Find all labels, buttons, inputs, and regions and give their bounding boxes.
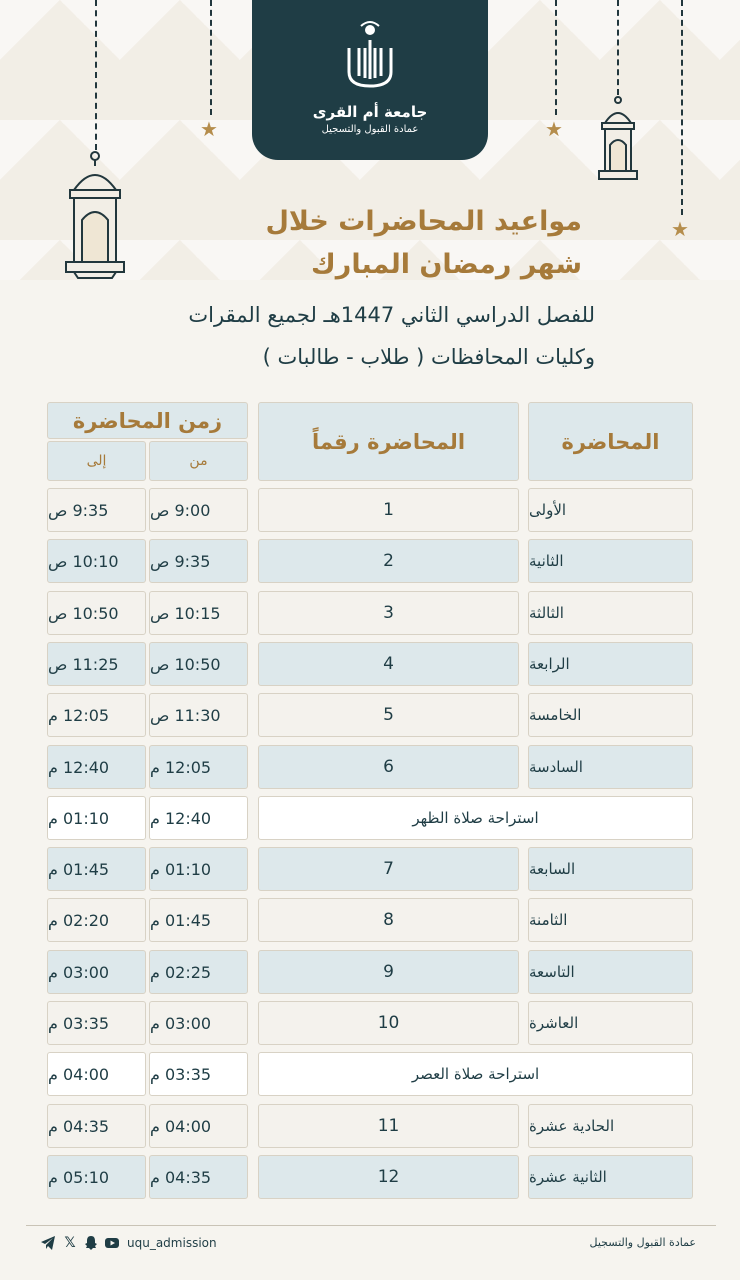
time-from-cell: 02:25 م: [149, 950, 248, 994]
time-to-cell: 04:35 م: [47, 1104, 146, 1148]
subtitle-line2: وكليات المحافظات ( طلاب - طالبات ): [262, 345, 595, 369]
break-label: استراحة صلاة العصر: [258, 1052, 693, 1096]
time-from-cell: 03:00 م: [149, 1001, 248, 1045]
page-title-line2: شهر رمضان المبارك: [311, 249, 582, 280]
lecture-number-cell: 12: [258, 1155, 519, 1199]
time-to-cell: 9:35 ص: [47, 488, 146, 532]
time-from-cell: 01:10 م: [149, 847, 248, 891]
header-to: إلى: [47, 441, 146, 481]
star-icon: ★: [200, 117, 218, 141]
university-emblem-icon: [343, 18, 397, 92]
time-from-cell: 12:05 م: [149, 745, 248, 789]
footer-divider: [26, 1225, 716, 1226]
time-from-cell: 01:45 م: [149, 898, 248, 942]
header-time: زمن المحاضرة: [47, 402, 248, 439]
lecture-number-cell: 10: [258, 1001, 519, 1045]
time-from-cell: 10:15 ص: [149, 591, 248, 635]
time-from-cell: 9:35 ص: [149, 539, 248, 583]
lecture-number-cell: 4: [258, 642, 519, 686]
footer-department: عمادة القبول والتسجيل: [589, 1236, 696, 1249]
time-to-cell: 01:45 م: [47, 847, 146, 891]
lecture-name-cell: السابعة: [528, 847, 693, 891]
time-to-cell: 10:10 ص: [47, 539, 146, 583]
time-from-cell: 03:35 م: [149, 1052, 248, 1096]
youtube-icon[interactable]: [104, 1235, 120, 1251]
time-from-cell: 10:50 ص: [149, 642, 248, 686]
telegram-icon[interactable]: [40, 1235, 56, 1251]
time-to-cell: 05:10 م: [47, 1155, 146, 1199]
lecture-number-cell: 5: [258, 693, 519, 737]
star-icon: ★: [671, 217, 689, 241]
header-lecture: المحاضرة: [528, 402, 693, 481]
time-to-cell: 12:05 م: [47, 693, 146, 737]
time-from-cell: 11:30 ص: [149, 693, 248, 737]
subtitle-line1: للفصل الدراسي الثاني 1447هـ لجميع المقرات: [188, 303, 595, 327]
lantern-chain-left: [95, 0, 97, 150]
lecture-name-cell: الأولى: [528, 488, 693, 532]
lecture-number-cell: 1: [258, 488, 519, 532]
lecture-name-cell: الثالثة: [528, 591, 693, 635]
lecture-name-cell: الثانية: [528, 539, 693, 583]
x-icon[interactable]: 𝕏: [64, 1235, 76, 1251]
lecture-number-cell: 9: [258, 950, 519, 994]
star-chain-3: [681, 0, 683, 215]
lantern-icon: [597, 95, 639, 185]
lecture-number-cell: 11: [258, 1104, 519, 1148]
time-to-cell: 03:00 م: [47, 950, 146, 994]
lecture-name-cell: الرابعة: [528, 642, 693, 686]
lecture-number-cell: 3: [258, 591, 519, 635]
lecture-name-cell: الخامسة: [528, 693, 693, 737]
time-to-cell: 03:35 م: [47, 1001, 146, 1045]
time-to-cell: 12:40 م: [47, 745, 146, 789]
time-from-cell: 04:35 م: [149, 1155, 248, 1199]
lecture-name-cell: الثامنة: [528, 898, 693, 942]
social-handle[interactable]: uqu_admission: [127, 1236, 217, 1250]
university-name: جامعة أم القرى: [312, 103, 428, 121]
department-name: عمادة القبول والتسجيل: [321, 124, 419, 135]
lecture-name-cell: العاشرة: [528, 1001, 693, 1045]
lecture-name-cell: السادسة: [528, 745, 693, 789]
lecture-number-cell: 8: [258, 898, 519, 942]
time-to-cell: 04:00 م: [47, 1052, 146, 1096]
lecture-number-cell: 7: [258, 847, 519, 891]
time-from-cell: 9:00 ص: [149, 488, 248, 532]
time-to-cell: 01:10 م: [47, 796, 146, 840]
lantern-chain-right: [617, 0, 619, 95]
page-title-line1: مواعيد المحاضرات خلال: [265, 206, 582, 237]
star-chain-1: [210, 0, 212, 115]
lecture-number-cell: 6: [258, 745, 519, 789]
star-icon: ★: [545, 117, 563, 141]
lecture-number-cell: 2: [258, 539, 519, 583]
time-from-cell: 04:00 م: [149, 1104, 248, 1148]
break-label: استراحة صلاة الظهر: [258, 796, 693, 840]
lecture-name-cell: الثانية عشرة: [528, 1155, 693, 1199]
star-chain-2: [555, 0, 557, 115]
snapchat-icon[interactable]: [83, 1235, 99, 1251]
lecture-name-cell: التاسعة: [528, 950, 693, 994]
time-to-cell: 11:25 ص: [47, 642, 146, 686]
lecture-name-cell: الحادية عشرة: [528, 1104, 693, 1148]
header-number: المحاضرة رقماً: [258, 402, 519, 481]
header-from: من: [149, 441, 248, 481]
time-to-cell: 10:50 ص: [47, 591, 146, 635]
time-to-cell: 02:20 م: [47, 898, 146, 942]
time-from-cell: 12:40 م: [149, 796, 248, 840]
